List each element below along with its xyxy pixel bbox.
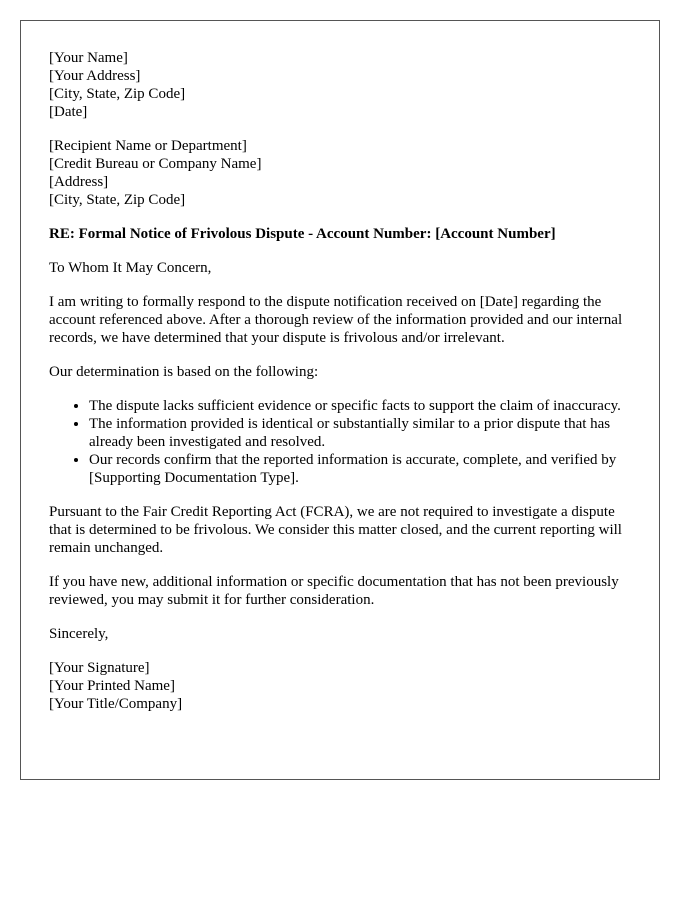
- printed-name: [Your Printed Name]: [49, 678, 175, 694]
- subject-line: RE: Formal Notice of Frivolous Dispute - Account Number: [Account Number]: [49, 226, 556, 242]
- letter-page: [20, 20, 660, 780]
- recipient-address: [Address]: [49, 174, 109, 190]
- basis-paragraph: Our determination is based on the following:: [49, 364, 319, 380]
- letter-content: [49, 49, 639, 729]
- list-item: • The information provided is identical or substantially similar to a prior dispute that has already been investigated and resolved.: [89, 415, 639, 451]
- closing: Sincerely,: [49, 626, 109, 642]
- signature: [Your Signature]: [49, 660, 150, 676]
- fcra-paragraph: Pursuant to the Fair Credit Reporting Act (FCRA), we are not required to investigate a dispute that is determined to be frivolous. We consider this matter closed, and the current reporting will remain unchanged.: [49, 504, 622, 556]
- signature-block: [49, 659, 639, 713]
- sender-city-state-zip: [City, State, Zip Code]: [49, 86, 186, 102]
- recipient-city-state-zip: [City, State, Zip Code]: [49, 192, 186, 208]
- intro-paragraph: I am writing to formally respond to the dispute notification received on [Date] regarding the account referenced above. After a thorough review of the information provided and our internal records, we have determined that your dispute is frivolous and/or irrelevant.: [49, 294, 623, 346]
- reasons-list: [49, 397, 639, 487]
- sender-block: [49, 49, 639, 121]
- recipient-name: [Recipient Name or Department]: [49, 138, 247, 154]
- list-item: • Our records confirm that the reported information is accurate, complete, and verified by [Supporting Documentation Type].: [89, 451, 639, 487]
- sender-name: [Your Name]: [49, 50, 128, 66]
- letter-date: [Date]: [49, 104, 88, 120]
- title-company: [Your Title/Company]: [49, 696, 183, 712]
- salutation: To Whom It May Concern,: [49, 260, 212, 276]
- new-info-paragraph: If you have new, additional information or specific documentation that has not been previously reviewed, you may submit it for further consideration.: [49, 574, 619, 608]
- recipient-block: [49, 137, 639, 209]
- list-item: • The dispute lacks sufficient evidence or specific facts to support the claim of inaccuracy.: [89, 397, 639, 415]
- sender-address: [Your Address]: [49, 68, 141, 84]
- recipient-company: [Credit Bureau or Company Name]: [49, 156, 262, 172]
